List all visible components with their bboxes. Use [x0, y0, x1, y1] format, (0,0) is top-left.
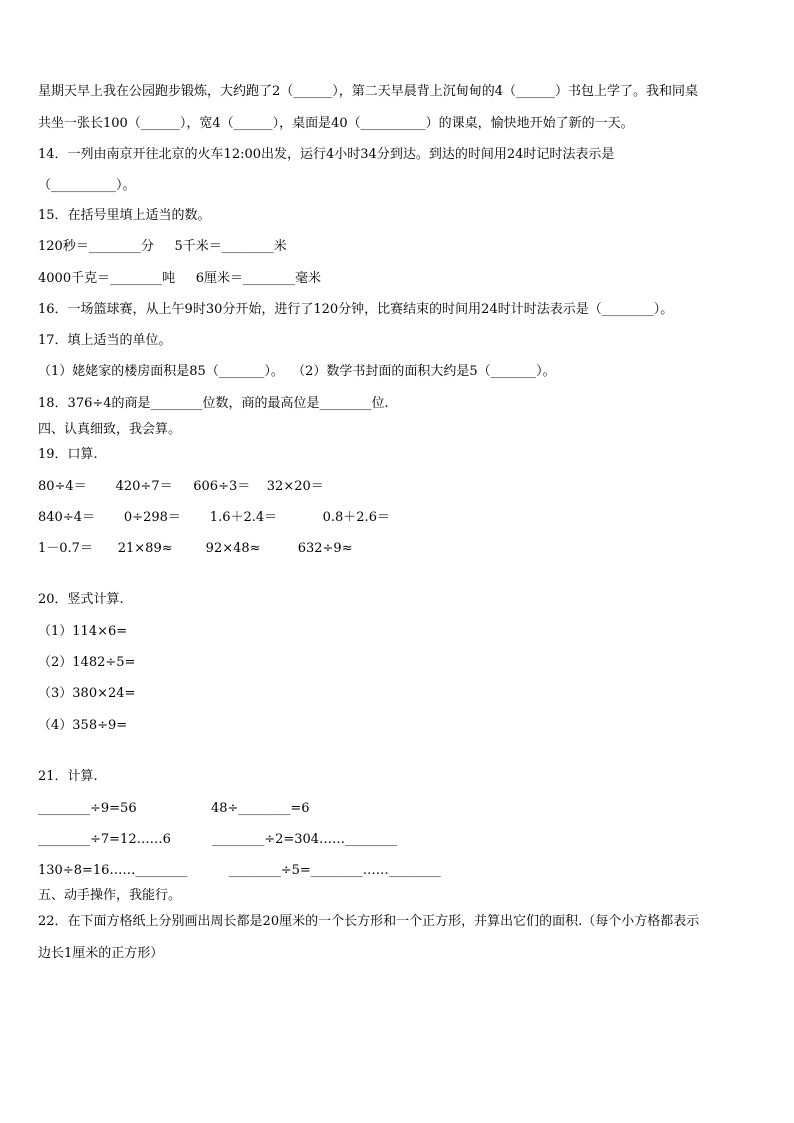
section-five-heading: 五、动手操作，我能行。 — [38, 888, 182, 903]
question-21: 21．计算. — [38, 769, 98, 784]
question-20-item1: （1）114×6= — [38, 624, 128, 639]
question-20-item4: （4）358÷9= — [38, 718, 128, 733]
section-four-heading: 四、认真细致，我会算。 — [38, 422, 182, 437]
question-19-row3: 1－0.7＝ 21×89≈ 92×48≈ 632÷9≈ — [38, 541, 353, 556]
question-22-line2: 边长1厘米的正方形） — [38, 946, 164, 961]
question-20-item2: （2）1482÷5= — [38, 655, 136, 670]
question-20: 20．竖式计算. — [38, 592, 124, 607]
question-18: 18．376÷4的商是________位数，商的最高位是________位. — [38, 396, 389, 411]
question-21-row1: ________÷9=56 48÷________=6 — [38, 801, 310, 816]
question-15-line2: 4000千克＝________吨 6厘米＝________毫米 — [38, 271, 322, 286]
question-14: 14．一列由南京开往北京的火车12:00出发，运行4小时34分到达。到达的时间用24时记时法表示是 — [38, 147, 615, 162]
question-17-items: （1）姥姥家的楼房面积是85（_______）。 （2）数学书封面的面积大约是5（_______）。 — [38, 364, 556, 379]
question-21-row3: 130÷8=16……________ ________÷5=________……________ — [38, 863, 441, 878]
question-20-item3: （3）380×24= — [38, 686, 136, 701]
fill-units-paragraph-line1: 星期天早上我在公园跑步锻炼，大约跑了2（______），第二天早晨背上沉甸甸的4（______）书包上学了。我和同桌 — [38, 84, 699, 99]
question-16: 16．一场篮球赛，从上午9时30分开始，进行了120分钟，比赛结束的时间用24时计时法表示是（________）。 — [38, 302, 674, 317]
question-15: 15．在括号里填上适当的数。 — [38, 208, 211, 223]
question-17: 17．填上适当的单位。 — [38, 333, 172, 348]
question-22-line1: 22．在下面方格纸上分别画出周长都是20厘米的一个长方形和一个正方形，并算出它们的面积.（每个小方格都表示 — [38, 914, 700, 929]
question-19-row2: 840÷4＝ 0÷298＝ 1.6＋2.4＝ 0.8＋2.6＝ — [38, 510, 390, 525]
question-21-row2: ________÷7=12……6 ________÷2=304……________ — [38, 832, 398, 847]
question-14-answer-blank: （__________）。 — [38, 178, 136, 193]
question-19-row1: 80÷4＝ 420÷7＝ 606÷3＝ 32×20＝ — [38, 479, 324, 494]
question-15-line1: 120秒＝________分 5千米＝________米 — [38, 239, 287, 254]
fill-units-paragraph-line2: 共坐一张长100（______），宽4（______），桌面是40（__________）的课桌，愉快地开始了新的一天。 — [38, 116, 634, 131]
question-19: 19．口算. — [38, 447, 98, 462]
